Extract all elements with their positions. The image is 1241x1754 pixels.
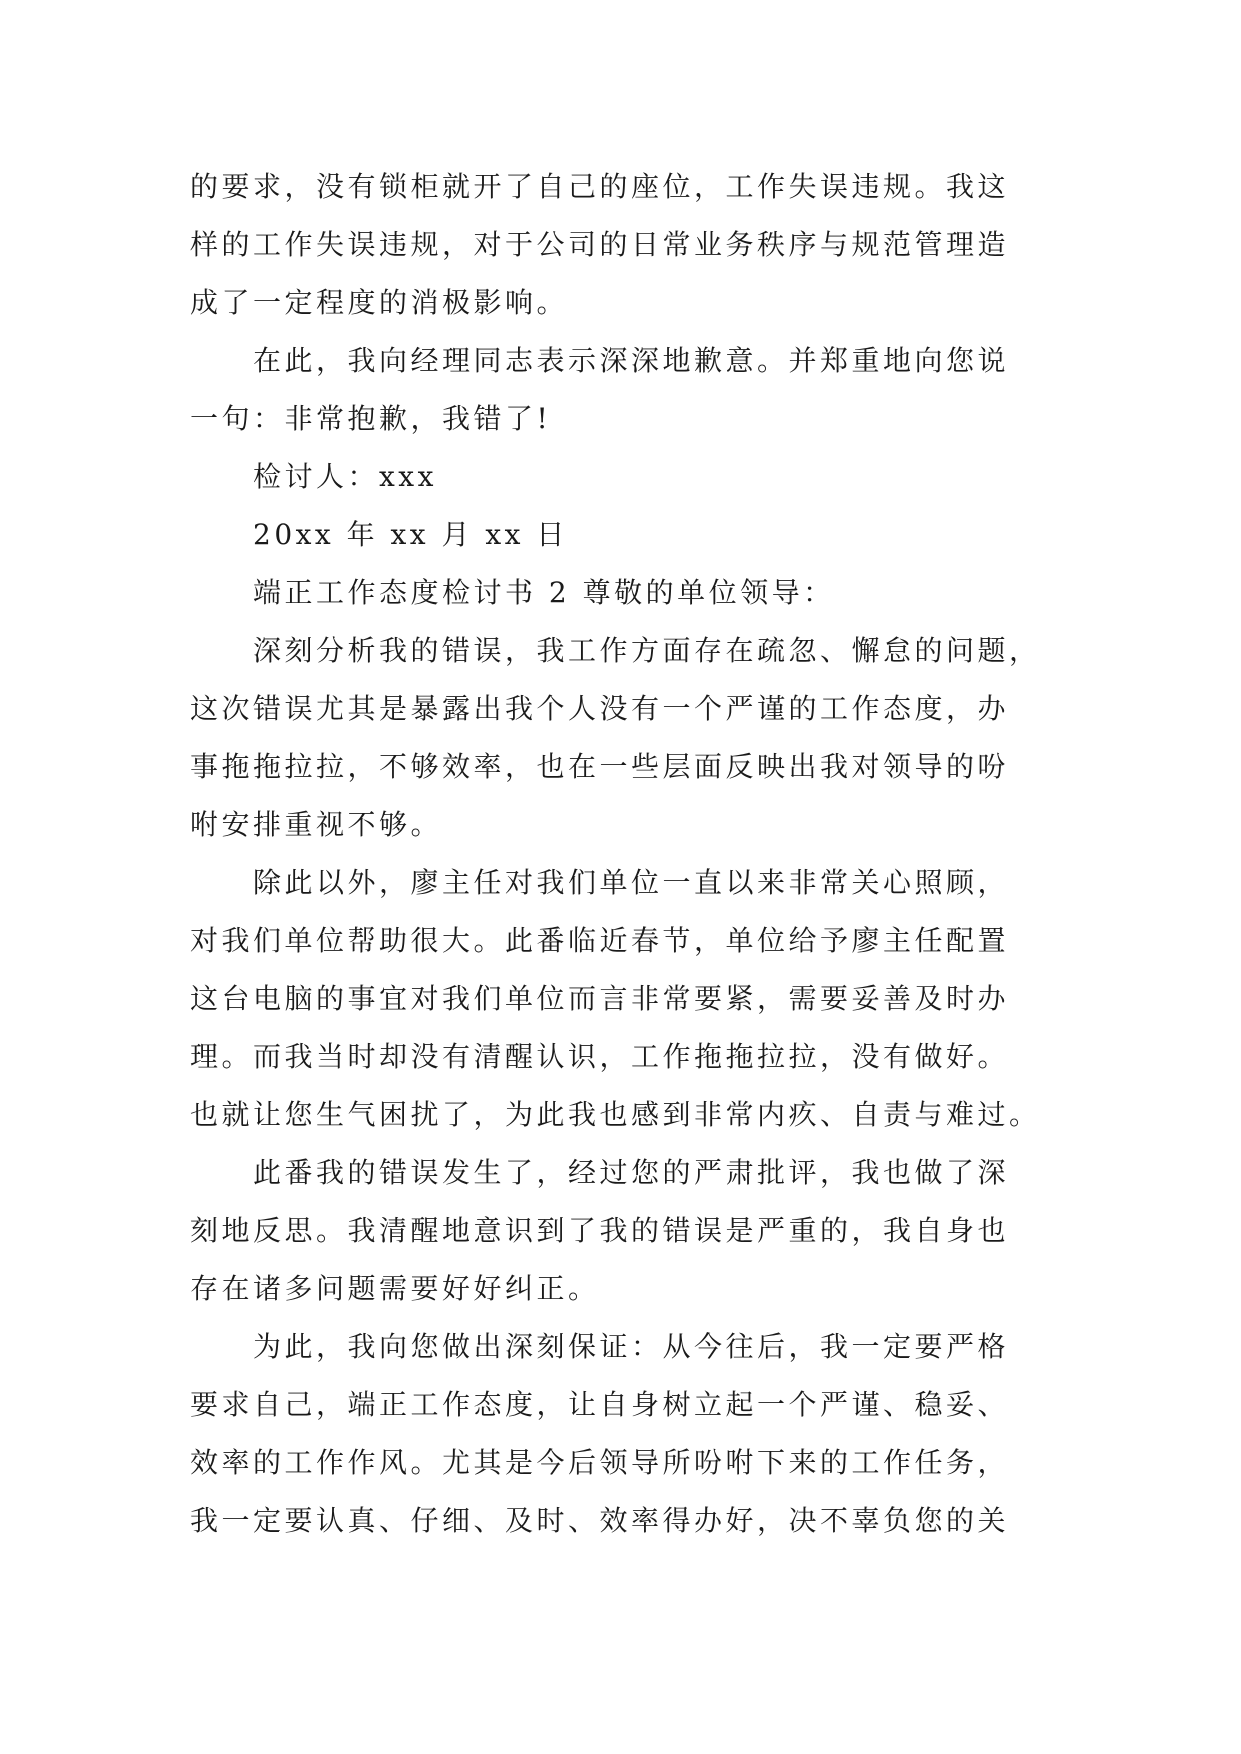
paragraph-1 [190,158,1050,332]
text-line: 样的工作失误违规，对于公司的日常业务秩序与规范管理造 [190,228,1010,261]
text-line: 20xx 年 xx 月 xx 日 [190,518,568,551]
text-line: 也就让您生气困扰了，为此我也感到非常内疚、自责与难过。 [190,1098,1041,1131]
text-line: 此番我的错误发生了，经过您的严肃批评，我也做了深 [190,1156,1010,1189]
text-line: 深刻分析我的错误，我工作方面存在疏忽、懈怠的问题， [190,634,1041,667]
text-line: 端正工作态度检讨书 2 尊敬的单位领导： [190,576,835,609]
paragraph-6 [190,1318,1050,1550]
text-line: 理。而我当时却没有清醒认识，工作拖拖拉拉，没有做好。 [190,1040,1010,1073]
paragraph-4 [190,854,1050,1144]
paragraph-5 [190,1144,1050,1318]
text-line: 刻地反思。我清醒地意识到了我的错误是严重的，我自身也 [190,1214,1010,1247]
text-line: 要求自己，端正工作态度，让自身树立起一个严谨、稳妥、 [190,1388,1010,1421]
text-line: 事拖拖拉拉，不够效率，也在一些层面反映出我对领导的吩 [190,750,1010,783]
text-line: 为此，我向您做出深刻保证：从今往后，我一定要严格 [190,1330,1010,1363]
text-line: 存在诸多问题需要好好纠正。 [190,1272,600,1305]
date-line [190,506,1050,564]
text-line: 除此以外，廖主任对我们单位一直以来非常关心照顾， [190,866,1010,899]
text-line: 一句：非常抱歉，我错了! [190,402,552,435]
text-line: 在此，我向经理同志表示深深地歉意。并郑重地向您说 [190,344,1010,377]
section-heading [190,564,1050,622]
text-line: 咐安排重视不够。 [190,808,443,841]
text-line: 对我们单位帮助很大。此番临近春节，单位给予廖主任配置 [190,924,1010,957]
text-line: 的要求，没有锁柜就开了自己的座位，工作失误违规。我这 [190,170,1010,203]
paragraph-2 [190,332,1050,448]
text-line: 成了一定程度的消极影响。 [190,286,569,319]
text-line: 这台电脑的事宜对我们单位而言非常要紧，需要妥善及时办 [190,982,1010,1015]
paragraph-3 [190,622,1050,854]
text-line: 效率的工作作风。尤其是今后领导所吩咐下来的工作任务， [190,1446,1010,1479]
document-body [190,158,1050,1550]
text-line: 检讨人：xxx [190,460,437,493]
signer-line [190,448,1050,506]
text-line: 我一定要认真、仔细、及时、效率得办好，决不辜负您的关 [190,1504,1010,1537]
text-line: 这次错误尤其是暴露出我个人没有一个严谨的工作态度，办 [190,692,1010,725]
